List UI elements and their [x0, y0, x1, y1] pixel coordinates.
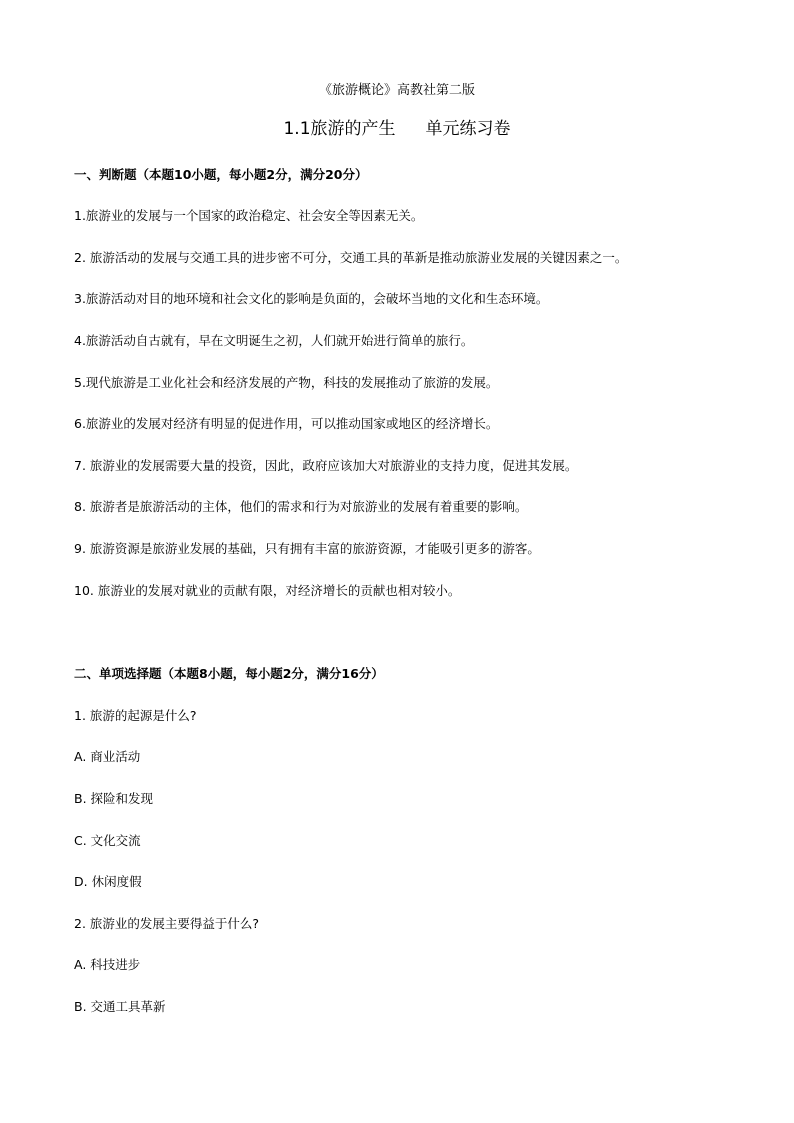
- option-item: C. 文化交流: [74, 833, 141, 848]
- question-item: 5.现代旅游是工业化社会和经济发展的产物，科技的发展推动了旅游的发展。: [74, 375, 499, 390]
- question-item: 10. 旅游业的发展对就业的贡献有限，对经济增长的贡献也相对较小。: [74, 583, 461, 598]
- question-item: 3.旅游活动对目的地环境和社会文化的影响是负面的，会破坏当地的文化和生态环境。: [74, 291, 549, 306]
- question-item: 8. 旅游者是旅游活动的主体，他们的需求和行为对旅游业的发展有着重要的影响。: [74, 499, 528, 514]
- section-heading-multiple-choice: 二、单项选择题（本题8小题，每小题2分，满分16分）: [74, 666, 384, 681]
- question-item: 1. 旅游的起源是什么?: [74, 708, 197, 723]
- option-item: B. 探险和发现: [74, 791, 154, 806]
- question-item: 9. 旅游资源是旅游业发展的基础，只有拥有丰富的旅游资源，才能吸引更多的游客。: [74, 541, 540, 556]
- question-item: 2. 旅游活动的发展与交通工具的进步密不可分，交通工具的革新是推动旅游业发展的关键因素之一。: [74, 250, 628, 265]
- option-item: B. 交通工具革新: [74, 999, 166, 1014]
- document-subtitle: 《旅游概论》高教社第二版: [318, 83, 475, 98]
- question-item: 4.旅游活动自古就有，早在文明诞生之初，人们就开始进行简单的旅行。: [74, 333, 474, 348]
- section-heading-true-false: 一、判断题（本题10小题，每小题2分，满分20分）: [74, 167, 368, 182]
- option-item: A. 科技进步: [74, 957, 141, 972]
- question-item: 7. 旅游业的发展需要大量的投资，因此，政府应该加大对旅游业的支持力度，促进其发展。: [74, 458, 578, 473]
- title-main: 1.1旅游的产生: [283, 119, 396, 139]
- document-title: [0, 117, 794, 141]
- option-item: A. 商业活动: [74, 749, 141, 764]
- option-item: D. 休闲度假: [74, 874, 142, 889]
- question-item: 1.旅游业的发展与一个国家的政治稳定、社会安全等因素无关。: [74, 208, 424, 223]
- question-item: 6.旅游业的发展对经济有明显的促进作用，可以推动国家或地区的经济增长。: [74, 416, 499, 431]
- title-suffix: 单元练习卷: [425, 119, 511, 139]
- question-item: 2. 旅游业的发展主要得益于什么?: [74, 916, 260, 931]
